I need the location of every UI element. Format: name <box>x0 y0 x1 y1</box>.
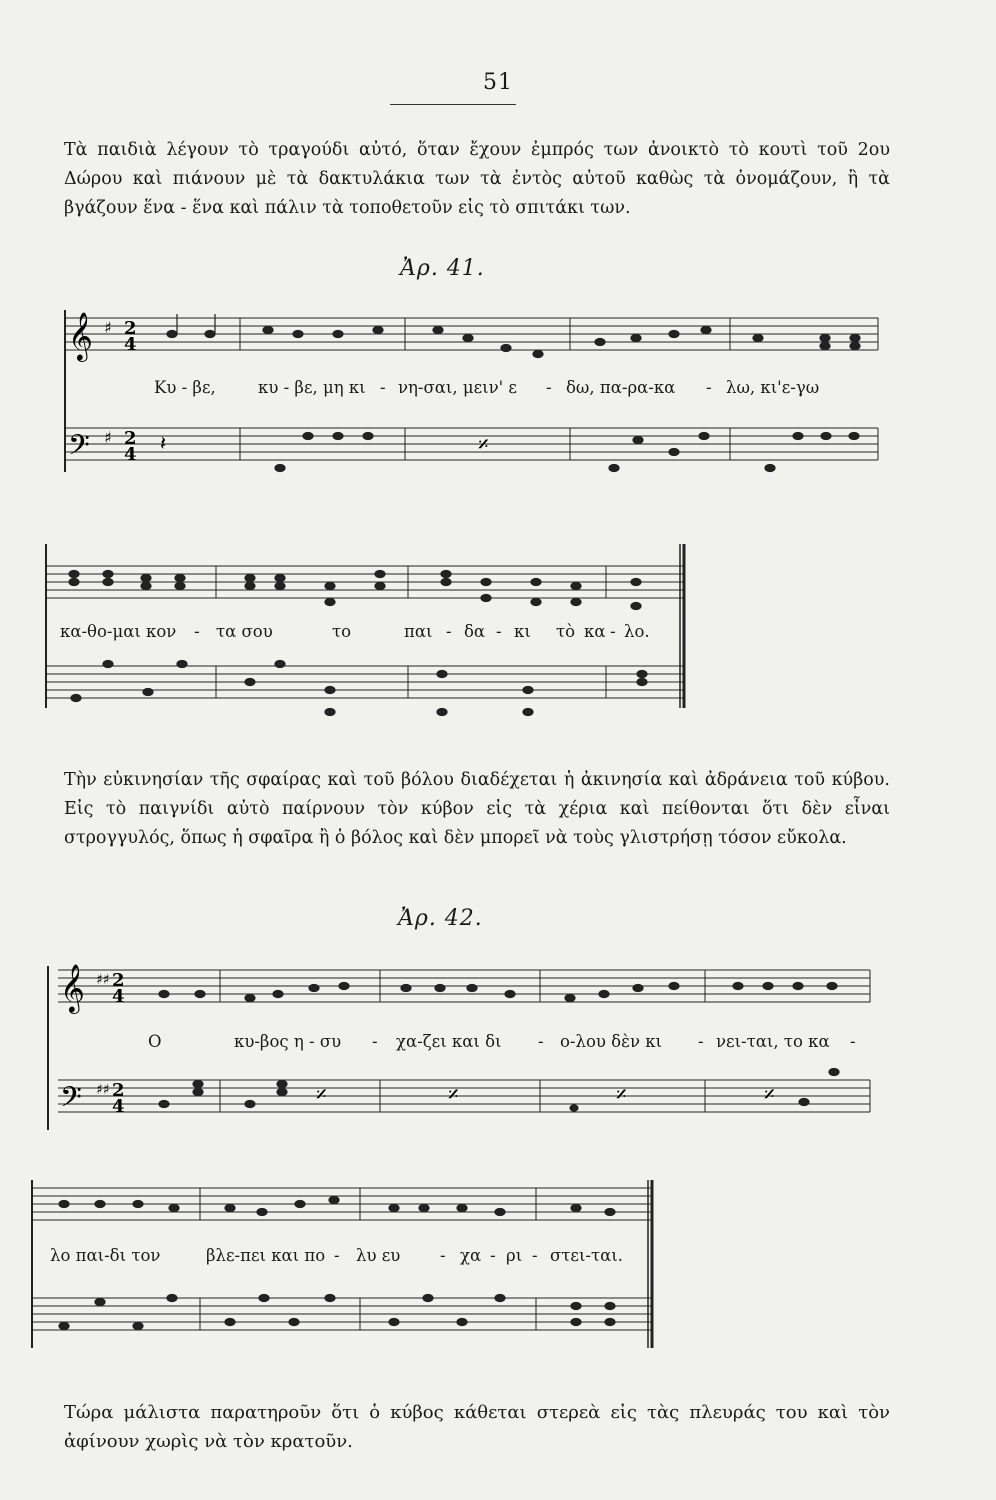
svg-text:♯: ♯ <box>104 428 112 447</box>
svg-text:4: 4 <box>112 986 125 1007</box>
svg-text:2: 2 <box>112 1080 125 1101</box>
bass-clef-icon: 𝄢 <box>60 1081 82 1121</box>
svg-text:2: 2 <box>124 428 137 449</box>
svg-text:𝄎: 𝄎 <box>616 1083 627 1108</box>
treble-clef-icon: 𝄞 <box>68 311 93 360</box>
svg-text:♯: ♯ <box>104 318 112 337</box>
closing-paragraph: Τώρα μάλιστα παρατηροῦν ὅτι ὁ κύβος κάθεται στερεὰ εἰς τὰς πλευράς του καὶ τὸν ἀφίνουν χωρὶς νὰ τὸν κρατοῦν. <box>64 1402 890 1452</box>
piece-42-title: Ἀρ. 42. <box>398 906 483 931</box>
svg-text:𝄎: 𝄎 <box>448 1083 459 1108</box>
svg-text:𝄽: 𝄽 <box>160 431 167 455</box>
svg-text:2: 2 <box>124 318 137 339</box>
page-number: 51 <box>483 70 513 95</box>
cube-paragraph: Τὴν εὐκινησίαν τῆς σφαίρας καὶ τοῦ βόλου διαδέχεται ἡ ἀκινησία καὶ ἀδράνεια τοῦ κύβου. Εἰς τὸ παιγνίδι αὐτὸ παίρνουν τὸν κύβον εἰς τὰ χέρια καὶ πείθονται ὅτι δὲν εἶναι στρογγυλός, ὅπως ἡ σφαῖρα ἢ ὁ βόλος καὶ δὲν μπορεῖ νὰ τοὺς γλιστρήσῃ τόσον εὔκολα. <box>64 770 890 848</box>
svg-text:𝄎: 𝄎 <box>316 1083 327 1108</box>
piece-41-lyrics-line-1: Κυ - βε, κυ - βε, μη κι - νη-σαι, μειν' ε - δω, πα-ρα-κα - λω, κι'ε-γω <box>154 378 820 397</box>
svg-text:4: 4 <box>124 334 137 355</box>
piece-42-lyrics-line-2: λο παι-δι τον βλε-πει και πο - λυ ευ - χα - ρι - στει-ται. <box>50 1246 623 1265</box>
svg-text:𝄎: 𝄎 <box>764 1083 775 1108</box>
piece-42-lyrics-line-1: Ο κυ-βος η - συ - χα-ζει και δι - ο-λου δὲν κι - νει-ται, το κα - <box>148 1032 856 1051</box>
svg-text:2: 2 <box>112 970 125 991</box>
svg-text:4: 4 <box>124 444 137 465</box>
svg-text:𝄎: 𝄎 <box>478 433 489 458</box>
treble-clef-icon: 𝄞 <box>60 963 85 1012</box>
bass-clef-icon: 𝄢 <box>68 429 90 469</box>
header-rule <box>390 104 516 105</box>
svg-text:4: 4 <box>112 1096 125 1117</box>
svg-text:♯♯: ♯♯ <box>96 1082 110 1098</box>
intro-paragraph: Τὰ παιδιὰ λέγουν τὸ τραγούδι αὐτό, ὅταν ἔχουν ἐμπρός των ἀνοικτὸ τὸ κουτὶ τοῦ 2ου Δώρου καὶ πιάνουν μὲ τὰ δακτυλάκια των τὰ ἐντὸς αὐτοῦ καθὼς τὰ ὀνομάζουν, ἢ τὰ βγάζουν ἕνα - ἕνα καὶ πάλιν τὰ τοποθετοῦν εἰς τὸ σπιτάκι των. <box>64 140 890 218</box>
piece-41-lyrics-line-2: κα-θο-μαι κον - τα σου το παι - δα - κι τὸ κα - λο. <box>60 622 650 641</box>
svg-text:♯♯: ♯♯ <box>96 972 110 988</box>
piece-41-title: Ἀρ. 41. <box>400 256 485 281</box>
